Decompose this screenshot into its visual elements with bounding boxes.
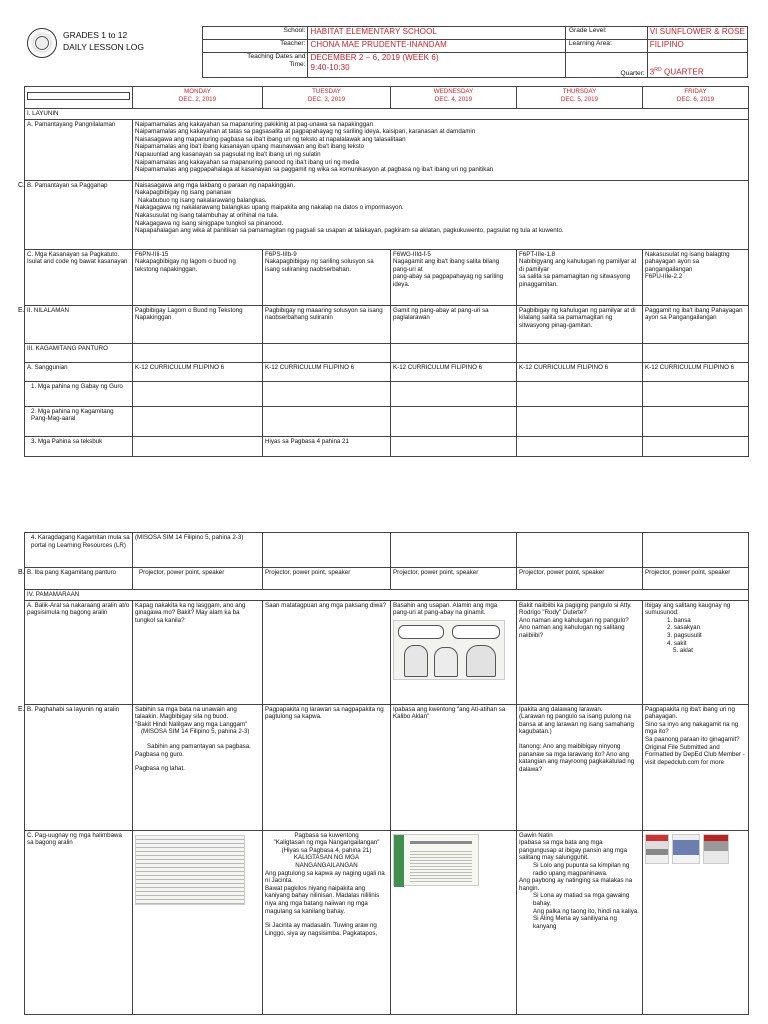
teaching-dates-label-line2: Time: (289, 61, 306, 68)
gabay-wednesday (391, 381, 517, 406)
school-value: HABITAT ELEMENTARY SCHOOL (308, 27, 565, 40)
nilalaman-row (25, 305, 749, 343)
day-wednesday: WEDNESDAY DEC. 4, 2019 (391, 87, 517, 109)
kagamitan-wednesday (391, 343, 517, 362)
kagamitan-tuesday (263, 343, 391, 362)
pang-mag-aaral-tuesday (263, 406, 391, 436)
iba-tuesday: Projector, power point, speaker (263, 568, 391, 590)
kagamitan-monday (133, 343, 263, 362)
pamantayan-sa-pagganap-label: C. B. Pamantayan sa Pagganap (25, 180, 133, 249)
mga-kasanayan-label: C. Mga Kasanayan sa Pagkatuto. Isulat and code ng bawat kasanayan (25, 249, 133, 305)
nilalaman-thursday: Pagbibigay ng kahulugan ng pamilyar at di kilalang salita sa pamamagitan ng sitwasyong pinag-gamitan. (517, 305, 643, 343)
quarter-number: 3 (649, 68, 655, 77)
kagamitang-pang-mag-aaral-label: 2. Mga pahina ng Kagamitang Pang-Mag-aaral (25, 406, 133, 436)
quarter-word: QUARTER (664, 68, 704, 77)
pang-mag-aaral-wednesday (391, 406, 517, 436)
karagdagang-friday (643, 533, 749, 568)
nilalaman-label: E. II. NILALAMAN (25, 305, 133, 343)
kasanayan-tuesday: F6PS-IIIb-9 Nakapagbibigay ng sariling solusyon sa isang suliraning naobserbahan. (263, 249, 391, 305)
day-tuesday: TUESDAY DEC. 3, 2019 (263, 87, 391, 109)
balik-aral-label: A. Balik-Aral sa nakaraang aralin at/o pagsisimula ng bagong aralin (25, 600, 133, 704)
mga-kasanayan-row (25, 249, 749, 305)
pag-uugnay-monday (133, 830, 263, 1014)
sanggunian-row (25, 362, 749, 381)
teksbuk-monday (133, 436, 263, 456)
iba-pang-kagamitan-row (25, 568, 749, 590)
learning-area-value: FILIPINO (647, 39, 747, 52)
teacher-value: CHONA MAE PRUDENTE-INANDAM (308, 39, 565, 52)
paghahabi-tuesday: Pagpapakita ng larawan sa nagpapakita ng pagtulong sa kapwa. (263, 704, 391, 830)
pag-uugnay-friday (643, 830, 749, 1014)
pang-mag-aaral-monday (133, 406, 263, 436)
pag-uugnay-thursday: Gawin Natin Ipabasa sa mga bata ang mga pangungusap at ibigay pansin ang mga salitang may salungguhit. Si Lolo ang pupunta sa kimpilan ng radio upang magpaninawa. Ang paybong ay natinging sa malakas na hangin. Si Lona ay matiad sa mga gawaing bahay. Ang palka ng taong ito, hindi na kaliya. Si Aling Mena ay saniliyana ng kanyang (517, 830, 643, 1014)
paghahabi-row (25, 704, 749, 830)
karagdagang-thursday (517, 533, 643, 568)
pag-uugnay-label: C. Pag-uugnay ng mga halimbawa sa bagong aralin (25, 830, 133, 1014)
nilalaman-wednesday: Gamit ng pang-abay at pang-uri sa paglalarawan (391, 305, 517, 343)
gabay-thursday (517, 381, 643, 406)
kagamitan-row (25, 343, 749, 362)
karagdagang-monday: (MISOSA SIM 14 Filipino 5, pahina 2-3) (133, 533, 263, 568)
teksbuk-wednesday (391, 436, 517, 456)
balik-aral-thursday: Bakit naiibiibi ka pagiging pangulo si Atty. Rodrigo "Rody" Duterte? Ano naman ang kahulugan ng pangulo? Ano naman ang kahulugan ng salitang naiibiibi? (517, 600, 643, 704)
deped-seal-icon (27, 28, 57, 58)
karagdagang-kagamitan-row (25, 533, 749, 568)
pag-uugnay-row (25, 830, 749, 1014)
sanggunian-thursday: K-12 CURRICULUM FILIPINO 6 (517, 362, 643, 381)
paghahabi-monday: Sabihin sa mga bata na unawain ang talaakin. Magbibigay sila ng buod. "Bakit Hindi Nalilgaw ang mga Langgam" (MISOSA SIM 14 Filipino 5, pahina 2-3) Sabihin ang pamantayan sa pagbasa. Pagbasa ng guro. Pagbasa ng lahat. (133, 704, 263, 830)
blank-header-cell (25, 87, 133, 109)
header-info-table (202, 26, 748, 78)
nilalaman-tuesday: Pagbibigay ng maaaring solusyon sa isang naobserbahang suliranin (263, 305, 391, 343)
pamamaraan-row (25, 590, 749, 601)
newspaper-image-3 (703, 834, 729, 864)
sanggunian-friday: K-12 CURRICULUM FILIPINO 6 (643, 362, 749, 381)
kasanayan-wednesday: F6WG-IIId-f-5 Nagagamit ang iba't ibang salita bilang pang-uri at pang-abay sa pagpapahayag ng sariling ideya. (391, 249, 517, 305)
kasanayan-friday: Nakasusulat ng isang balagtng pahayagan ayon sa pangangailangan F6PU-IIIe-2.2 (643, 249, 749, 305)
sanggunian-tuesday: K-12 CURRICULUM FILIPINO 6 (263, 362, 391, 381)
newspaper-image-1 (645, 834, 669, 864)
gabay-guro-row (25, 381, 749, 406)
teksbuk-friday (643, 436, 749, 456)
log-title: DAILY LESSON LOG (63, 42, 144, 52)
pamantayan-sa-pagganap-content: Naisasagawa ang mga lakbang o paraan ng napakinggan. Nakapagbibigay ng isang pananaw Nakabubuo ng isang nakalarawang balangkas. Nakagagawa ng nakalarawang balangkas upang maipakita ang nakalap na datos o impormasyon. Nakasusulat ng isang talambuhay at orihinal na tula. Nakagagawa ng isang sinigpape tungkol sa pinanood. Napapahalagan ang wika at panitikan sa pamamagitan ng pagsali sa usapan at talakayan, pagkiram sa aklatan, pagkukuwento, pagsulat ng tula at kuwento. (133, 180, 749, 249)
balik-aral-friday: Ibigay ang salitang kaugnay ng sumusunod: 1. bansa 2. sasakyan 3. pagsusulit 4. sakit 5. aklat (643, 600, 749, 704)
pamantayang-pangnilalaman-label: A. Pamantayang Pangnilalaman (25, 119, 133, 180)
gabay-guro-label: 1. Mga pahina ng Gabay ng Guro (25, 381, 133, 406)
kagamitan-friday (643, 343, 749, 362)
paghahabi-friday: Pagpapakita ng iba't ibang uri ng pahayagan. Sino sa inyo ang nakagamit na ng mga ito? Sa paanong paraan ito ginagamit? Original File Submitted and Formatted by DepEd Club Member - visit depedclub.com for more (643, 704, 749, 830)
teaching-dates-label (202, 52, 308, 78)
gabay-monday (133, 381, 263, 406)
pamantayan-sa-pagganap-row (25, 180, 749, 249)
karagdagang-wednesday (391, 533, 517, 568)
dates-value: DECEMBER 2 – 6, 2019 (WEEK 6) (310, 52, 439, 62)
grades-title: GRADES 1 to 12 (63, 30, 128, 40)
teacher-label: Teacher: (202, 39, 308, 52)
teksbuk-thursday (517, 436, 643, 456)
sanggunian-monday: K-12 CURRICULUM FILIPINO 6 (133, 362, 263, 381)
kasanayan-thursday: F6PT-IIIe-1.8 Nabibigyang ang kahulugan ng pamilyar at di pamilyar sa salita sa pamamagitan ng sitwasyong pinaggamitan. (517, 249, 643, 305)
comic-strip-image (393, 620, 505, 680)
gabay-tuesday (263, 381, 391, 406)
day-friday: FRIDAY DEC. 6, 2019 (643, 87, 749, 109)
pag-uugnay-tuesday: Pagbasa sa kuwentong "Kaligtasan ng mga Nangangailangan" (Hiyas sa Pagbasa 4, pahina 21) KALIGTASAN NG MGA NANGANGAILANGAN Ang pagtulong sa kapwa ay naging ugali na ni Jacinta. Bawat pagkilos niyang naipakita ang kaniyang bahay nilinisan. Madalas nililinis niya ang mga batang naiiwan ng mga magulang sa kanilang bahay. Si Jacinta ay madasalin. Tuwing araw ng Linggo, siya ay nagsisimba. Pagkatapos, (263, 830, 391, 1014)
layunin-heading: I. LAYUNIN (25, 109, 749, 120)
teksbuk-row (25, 436, 749, 456)
paghahabi-thursday: Ipakita ang dalawang larawan. (Larawan ng pangulo sa isang pulong na bansa at ang larawan ng isang samahang kagubatan.) Itanong: Ano ang maibibigay ninyong pananaw sa mga larawang ito? Ano ang katangian ang mayroong pagkakatulad ng dalawa? (517, 704, 643, 830)
iba-thursday: Projector, power point, speaker (517, 568, 643, 590)
gabay-friday (643, 381, 749, 406)
lesson-log-page-2 (18, 532, 748, 1015)
kagamitang-pang-mag-aaral-row (25, 406, 749, 436)
pamantayang-pangnilalaman-row (25, 119, 749, 180)
grade-level-value: VI SUNFLOWER & ROSE (647, 27, 747, 40)
header-titles (63, 29, 144, 53)
learning-area-label: Learning Area: (565, 39, 647, 52)
iba-friday: Projector, power point, speaker (643, 568, 749, 590)
balik-aral-row (25, 600, 749, 704)
quarter-label: Quarter: (565, 52, 647, 78)
iba-monday: Projector, power point, speaker (133, 568, 263, 590)
story-page-image (135, 835, 245, 905)
balik-aral-tuesday: Saan matatagpuan ang mga paksang diwa? (263, 600, 391, 704)
paghahabi-wednesday: Ipabasa ang kwentong "ang Ati-atihan sa Kalibo Aklan" (391, 704, 517, 830)
newspaper-images (645, 834, 746, 864)
school-label: School: (202, 27, 308, 40)
pang-mag-aaral-friday (643, 406, 749, 436)
time-value: 9:40-10:30 (310, 62, 350, 72)
karagdagang-kagamitan-label: 4. Karagdagang Kagamitan mula sa portal ng Learning Resources (LR) (25, 533, 133, 568)
quarter-value (647, 52, 747, 78)
pang-mag-aaral-thursday (517, 406, 643, 436)
lesson-log-page-1 (18, 26, 748, 457)
pag-uugnay-wednesday (391, 830, 517, 1014)
day-thursday: THURSDAY DEC. 5, 2019 (517, 87, 643, 109)
teksbuk-tuesday: Hiyas sa Pagbasa 4 pahina 21 (263, 436, 391, 456)
sanggunian-label: A. Sanggunian (25, 362, 133, 381)
log-header (24, 26, 748, 78)
paghahabi-label: E. B. Paghahabi sa layunin ng aralin (25, 704, 133, 830)
teksbuk-label: 3. Mga Pahina sa teksbuk (25, 436, 133, 456)
nilalaman-monday: Pagbibigay Lagom o Buod ng Tekstong Napakinggan (133, 305, 263, 343)
day-monday: MONDAY DEC. 2, 2019 (133, 87, 263, 109)
newspaper-image-2 (672, 834, 700, 864)
lesson-log-table-continued (18, 532, 749, 1015)
slide-thumbnail-image (393, 834, 479, 886)
quarter-suffix: RD (654, 67, 662, 74)
balik-aral-wednesday: Basahin ang usapan. Alamin ang mga pang-uri at pang-abay na ginamit. (391, 600, 517, 704)
kagamitan-label: III. KAGAMITANG PANTURO (25, 343, 133, 362)
sanggunian-wednesday: K-12 CURRICULUM FILIPINO 6 (391, 362, 517, 381)
kasanayan-monday: F6PN-IIIi-15 Nakapagbibigay ng lagom o buod ng tekstong napakinggan. (133, 249, 263, 305)
kagamitan-thursday (517, 343, 643, 362)
nilalaman-friday: Paggamit ng iba't ibang Pahayagan ayon sa Pangangailangan (643, 305, 749, 343)
karagdagang-tuesday (263, 533, 391, 568)
day-header-row (25, 87, 749, 109)
iba-wednesday: Projector, power point, speaker (391, 568, 517, 590)
pamamaraan-heading: IV. PAMAMARAAN (25, 590, 749, 601)
teaching-dates-label-line1: Teaching Dates and (247, 52, 306, 60)
pamantayang-pangnilalaman-content: Naipamamalas ang kakayahan sa mapanuring pakikinig at pag-unawa sa napakinggan Naipamamalas ang kakayahan at tatas sa pagsasalita at pagpapahayag ng sariling ideya, kaisipan, karanasan at damdamin Naisasagawa ang mapanuring pagbasa sa iba't ibang uri ng teksto at napalalawak ang talasalitaan Naipamamalas ang iba't ibang kasanayan upang maunawaan ang iba't ibang teksto Napauunlad ang kasanayan sa pagsulat ng iba't ibang uri ng sulatin Naipamamalas ang kakayahan sa mapanuring panood ng iba't ibang uri ng media Naipamamalas ang pagpapahalaga at kasanayan sa paggamit ng wika sa komunikasyon at pagbasa ng iba't ibang uri ng panitikan (133, 119, 749, 180)
layunin-row (25, 109, 749, 120)
lesson-log-table (18, 86, 749, 457)
balik-aral-monday: Kapag nakakita ka ng lasggam, ano ang ginagawa mo? Bakit? May alam ka ba tungkol sa kanila? (133, 600, 263, 704)
iba-pang-kagamitan-label: B. B. Iba pang Kagamitang panturo (25, 568, 133, 590)
teaching-dates-value (308, 52, 565, 78)
header-branding (24, 26, 202, 78)
grade-level-label: Grade Level: (565, 27, 647, 40)
